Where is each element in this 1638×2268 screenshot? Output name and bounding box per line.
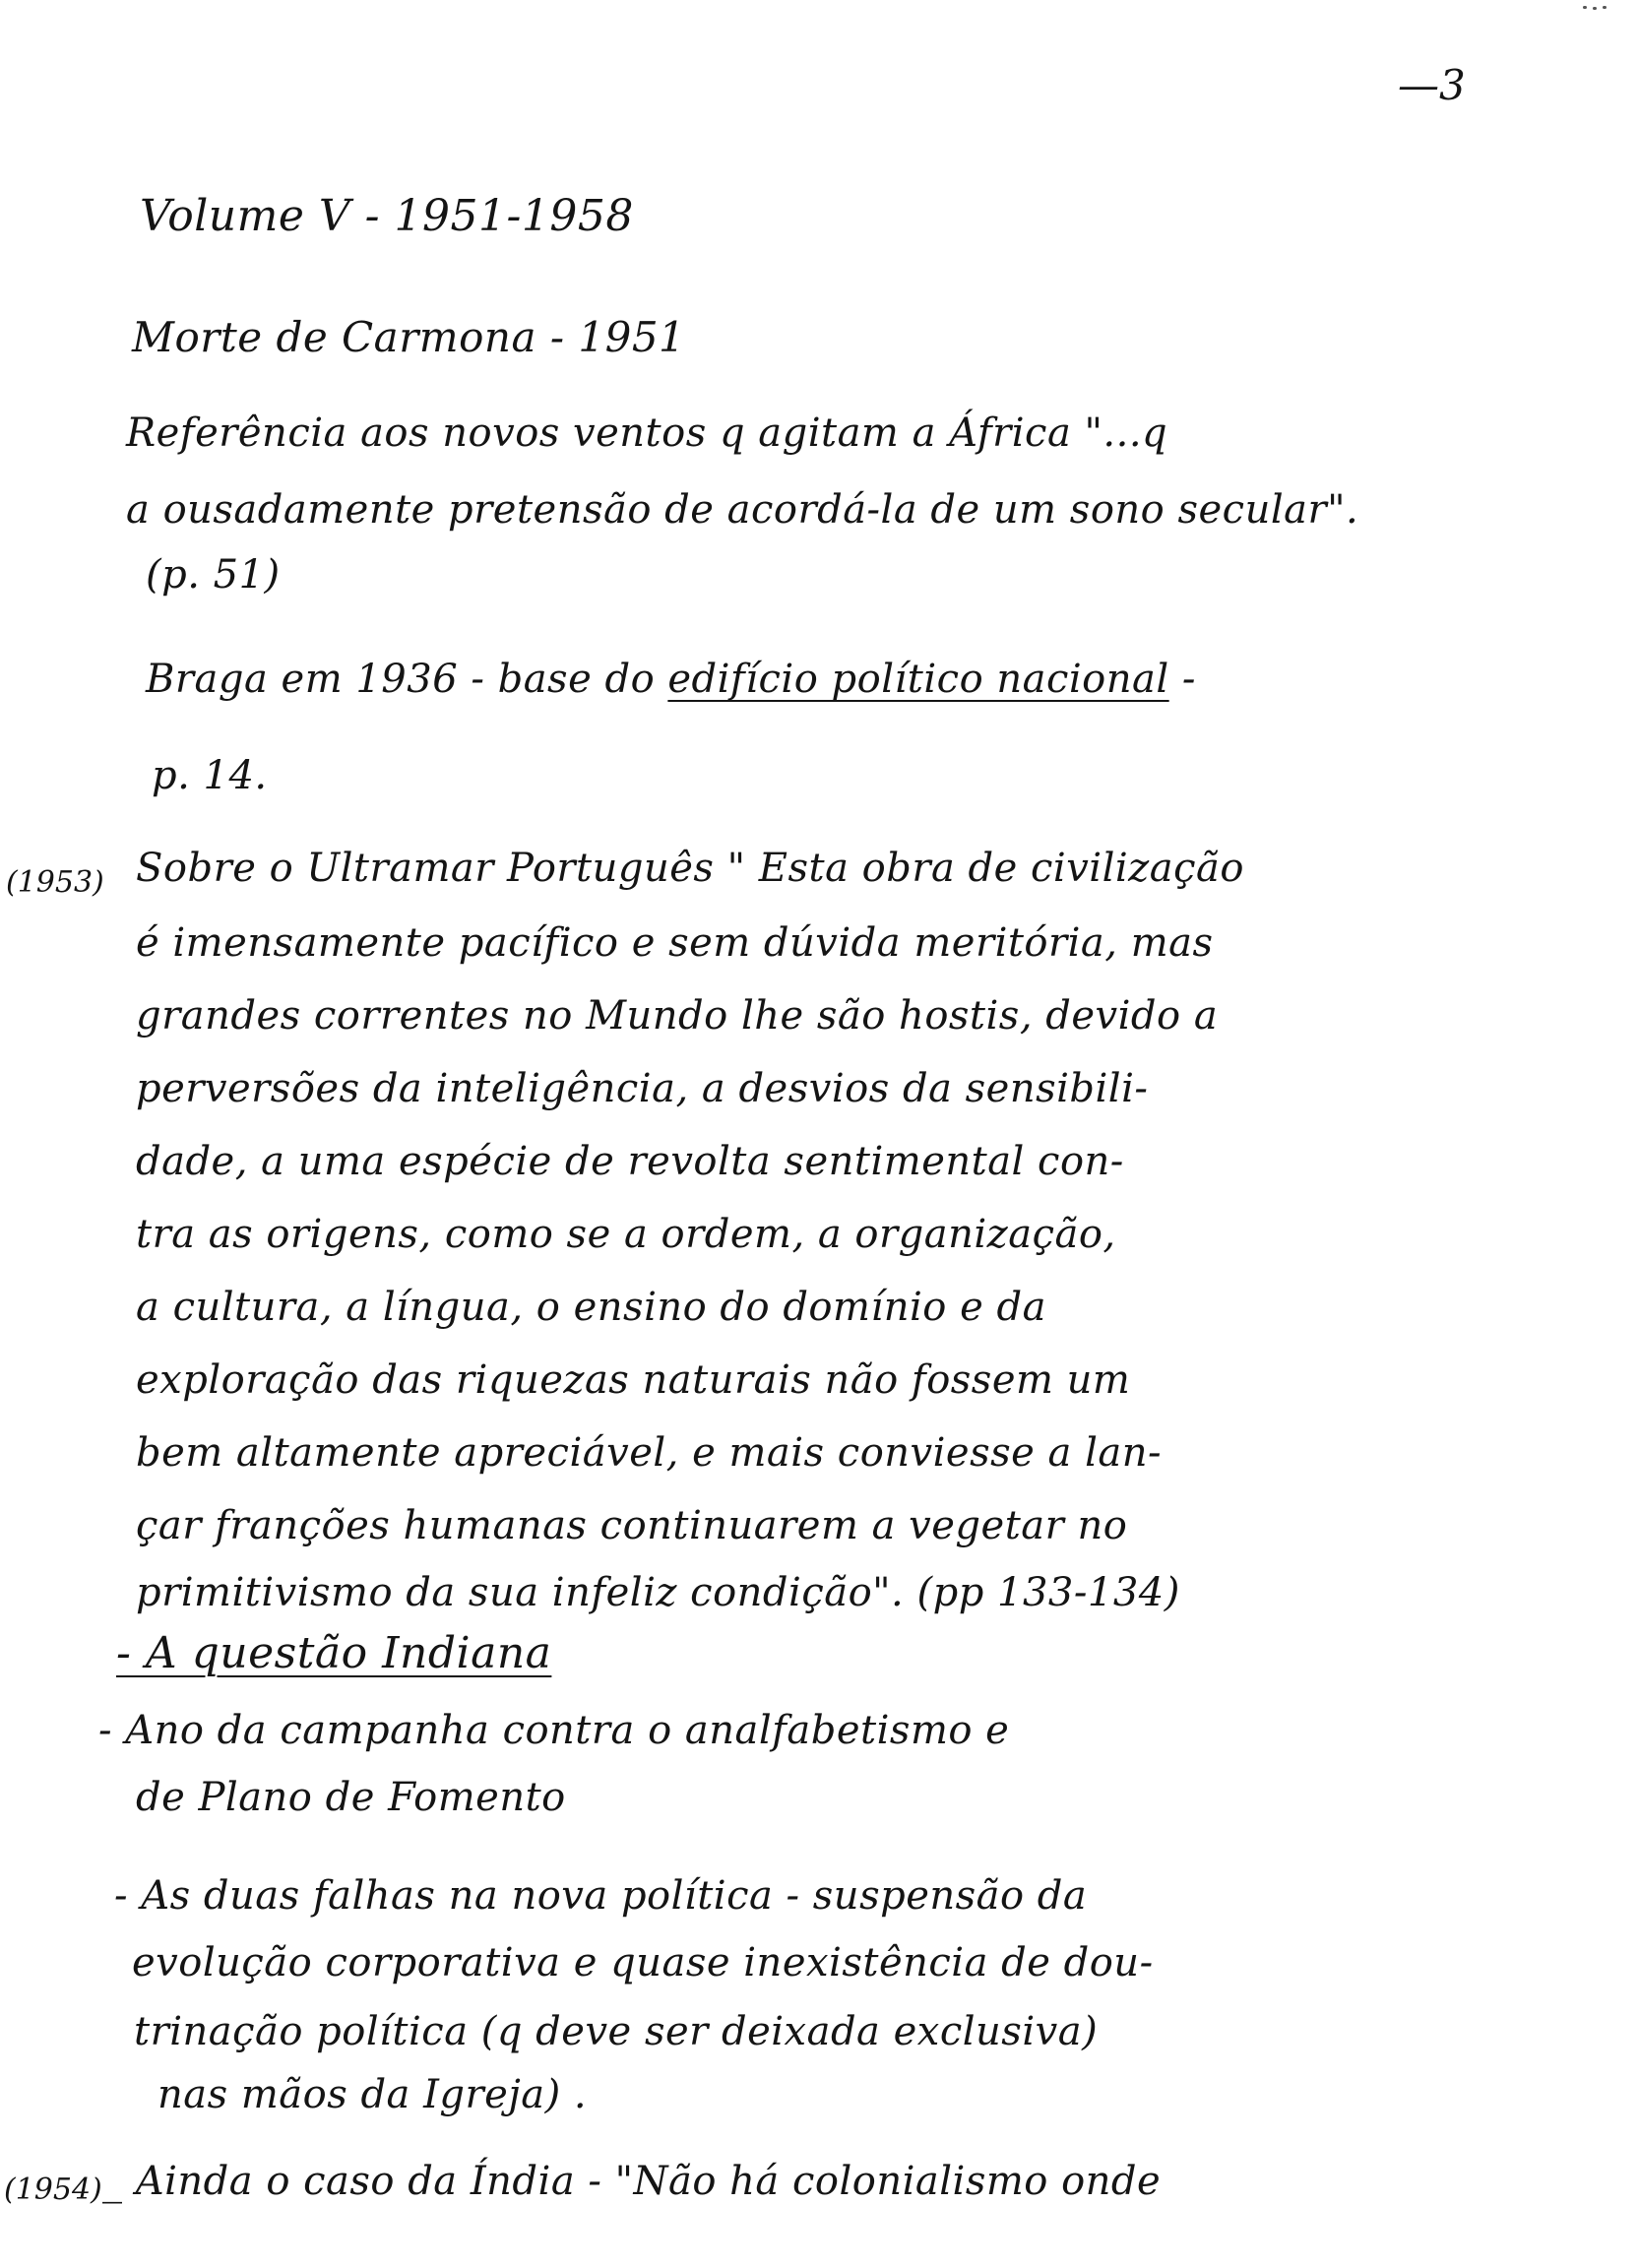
para1-line1: Referência aos novos ventos q agitam a África "...q [126,410,1168,456]
quote-line-8: exploração das riquezas naturais não fossem um [136,1357,1131,1403]
braga-page-ref: p. 14. [152,753,268,798]
quote-line-9: bem altamente apreciável, e mais conviesse a lan- [136,1430,1163,1476]
quote-line-10: çar franções humanas continuarem a vegetar no [136,1503,1128,1548]
quote-line-5: dade, a uma espécie de revolta sentimental con- [136,1139,1124,1184]
para1-line2: a ousadamente pretensão de acordá-la de um sono secular". [126,487,1359,533]
braga-suffix: - [1168,657,1196,702]
scan-speck [1583,6,1587,9]
failures-line-4: nas mãos da Igreja) . [158,2072,588,2117]
quote-line-3: grandes correntes no Mundo lhe são hostis, devido a [136,993,1219,1039]
failures-line-2: evolução corporativa e quase inexistência de dou- [132,1940,1154,1985]
page-number: —3 [1398,61,1466,109]
para1-page-ref: (p. 51) [146,552,281,598]
quote-line-4: perversões da inteligência, a desvios da sensibili- [136,1066,1149,1111]
campaign-line-1: - Ano da campanha contra o analfabetismo e [98,1708,1010,1753]
quote-line-2: é imensamente pacífico e sem dúvida meritória, mas [136,920,1214,966]
braga-underlined: edifício político nacional [667,657,1169,702]
quote-line-7: a cultura, a língua, o ensino do domínio e da [136,1285,1046,1330]
margin-year-1953: (1953) [6,865,104,900]
heading-volume: Volume V - 1951-1958 [140,191,634,241]
braga-line [146,657,1196,702]
quote-line-6: tra as origens, como se a ordem, a organização, [136,1212,1116,1257]
braga-prefix: Braga em 1936 - base do [146,657,668,702]
quote-line-11: primitivismo da sua infeliz condição". (pp 133-134) [136,1570,1180,1615]
quote-line-1: Sobre o Ultramar Português " Esta obra de civilização [136,846,1244,891]
failures-line-3: trinação política (q deve ser deixada exclusiva) [134,2009,1099,2054]
scan-speck [1603,6,1606,9]
heading-death: Morte de Carmona - 1951 [132,313,686,361]
campaign-line-2: de Plano de Fomento [136,1775,566,1820]
india-heading: - A questão Indiana [116,1628,552,1678]
margin-year-1954: (1954) [4,2173,102,2207]
last-line: _ Ainda o caso da Índia - "Não há colonialismo onde [102,2159,1162,2204]
failures-line-1: - As duas falhas na nova política - suspensão da [114,1873,1088,1919]
scan-speck [1593,7,1597,10]
